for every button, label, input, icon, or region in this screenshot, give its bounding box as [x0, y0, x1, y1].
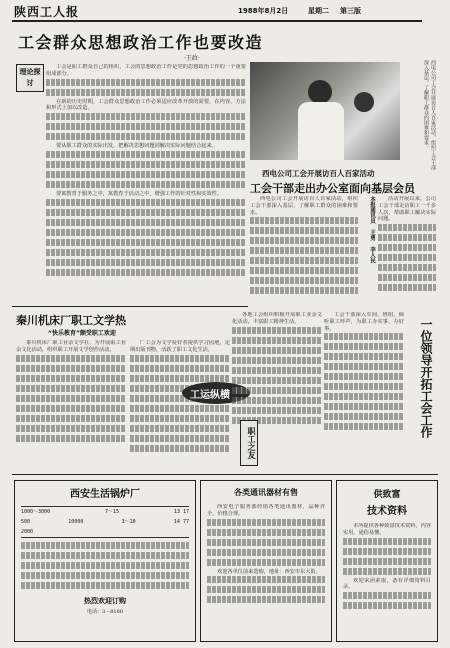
- table-row: 500 10000 3～10 14 77: [21, 519, 189, 525]
- main-paragraph: 在新的历史时期，工会群众思想政治工作必须适应改革开放的需要，在内容、方法和形式上加以改造。: [46, 98, 246, 112]
- table-row: 1000～3000 7～15 13 17: [21, 509, 189, 515]
- main-article-body: [46, 64, 246, 284]
- ad-middle: [200, 480, 332, 642]
- ad-right-title-1: 供致富: [373, 490, 401, 500]
- ads-rule: [12, 474, 438, 475]
- ad-left-title: 西安生活锅炉厂: [70, 489, 140, 500]
- left-subhead: “快乐教育”颇受职工欢迎: [48, 330, 116, 337]
- ad-left-phone: 电话：3－8160: [87, 609, 123, 615]
- ad-left-table: [21, 506, 189, 538]
- left-paragraph: 厂工会为文学爱好者提供学习园地，定期出版刊物，活跃了职工文化生活。: [130, 340, 230, 353]
- main-paragraph: 工会是职工群众自己的组织，工会的思想政治工作是党的思想政治工作的一个重要组成部分。: [46, 64, 246, 77]
- left-headline: 秦川机床厂职工文学热: [16, 314, 126, 327]
- ad-left-footer: 热烈欢迎订购: [84, 597, 126, 605]
- ad-middle-paragraph: 欢迎各单位前来选购，地址：西安市东大街。: [217, 568, 321, 575]
- photo-paragraph: 西电公司工会开展访百人百家活动，组织工会干部深入基层，了解职工群众的困难和要求。: [250, 196, 358, 216]
- photo-headline-2: 工会干部走出办公室面向基层会员: [250, 182, 415, 195]
- lower-paragraph: 各地工会组织积极开展职工业余文化活动，丰富职工精神生活。: [232, 312, 322, 325]
- side-badge: 职工之友: [240, 420, 258, 466]
- ad-middle-title: 各类通讯器材有售: [234, 488, 298, 497]
- page-number: 第三版: [340, 7, 361, 15]
- table-row: 2000: [21, 529, 34, 535]
- left-article-body: [16, 340, 126, 490]
- column-tag: 理论探讨: [19, 68, 41, 87]
- lower-article-body-2: [324, 312, 404, 467]
- photo-article-body-2: [378, 196, 436, 306]
- ad-right-paragraph: 本所提供各种致富技术资料，内容实用，通俗易懂。: [343, 523, 431, 536]
- right-vertical-headline: 一位领导开拓工会工作: [419, 318, 433, 438]
- ad-middle-paragraph: 西安电子服务部经销各类通讯器材，品种齐全，价格合理。: [207, 504, 325, 517]
- photo-paragraph: 活动开展以来，公司工会干部走访职工一千多人次，帮助职工解决实际问题。: [378, 196, 436, 223]
- main-headline: 工会群众思想政治工作也要改造: [18, 33, 264, 52]
- photo-article-body: [250, 196, 358, 306]
- right-vertical-column: [404, 60, 436, 170]
- masthead-rule: [12, 20, 422, 22]
- column-tag-box: [16, 64, 44, 92]
- issue-date: 1988年8月2日: [238, 7, 289, 15]
- ad-right-paragraph: 欢迎来函索取，备有详细资料目录。: [343, 577, 431, 591]
- section-rule: [12, 306, 248, 307]
- logo-text: 工运纵横: [190, 390, 230, 401]
- reporter-byline: 本报通讯员 王勇 李人民: [369, 196, 375, 263]
- issue-weekday: 星期二: [308, 7, 329, 15]
- main-byline: ·王政·: [184, 55, 200, 62]
- ad-left: [14, 480, 196, 642]
- left-article-body-2: [130, 340, 230, 490]
- ad-right: [336, 480, 438, 642]
- vertical-paragraph: 西电公司工会开展访百人百家活动，组织工会干部深入基层，了解职工群众的困难和要求。: [423, 60, 436, 170]
- main-paragraph: 要从职工群众的实际出发，把解决思想问题同解决实际问题结合起来。: [56, 143, 217, 150]
- lower-paragraph: 工会干部深入车间、班组，倾听职工呼声，为职工办实事、办好事。: [324, 312, 404, 332]
- news-photo: [250, 62, 400, 160]
- left-paragraph: 秦川机床厂职工业余文学社，为开展职工业余文化活动，组织职工开展文学创作活动。: [16, 340, 126, 353]
- paper-name: 陕西工人报: [14, 5, 80, 19]
- main-paragraph: 要寓教育于服务之中，寓教育于活动之中，增强工作的针对性和实效性。: [56, 190, 223, 197]
- ad-right-title-2: 技术资料: [367, 506, 407, 517]
- photo-headline-1: 西电公司工会开展访百人百家活动: [262, 169, 375, 178]
